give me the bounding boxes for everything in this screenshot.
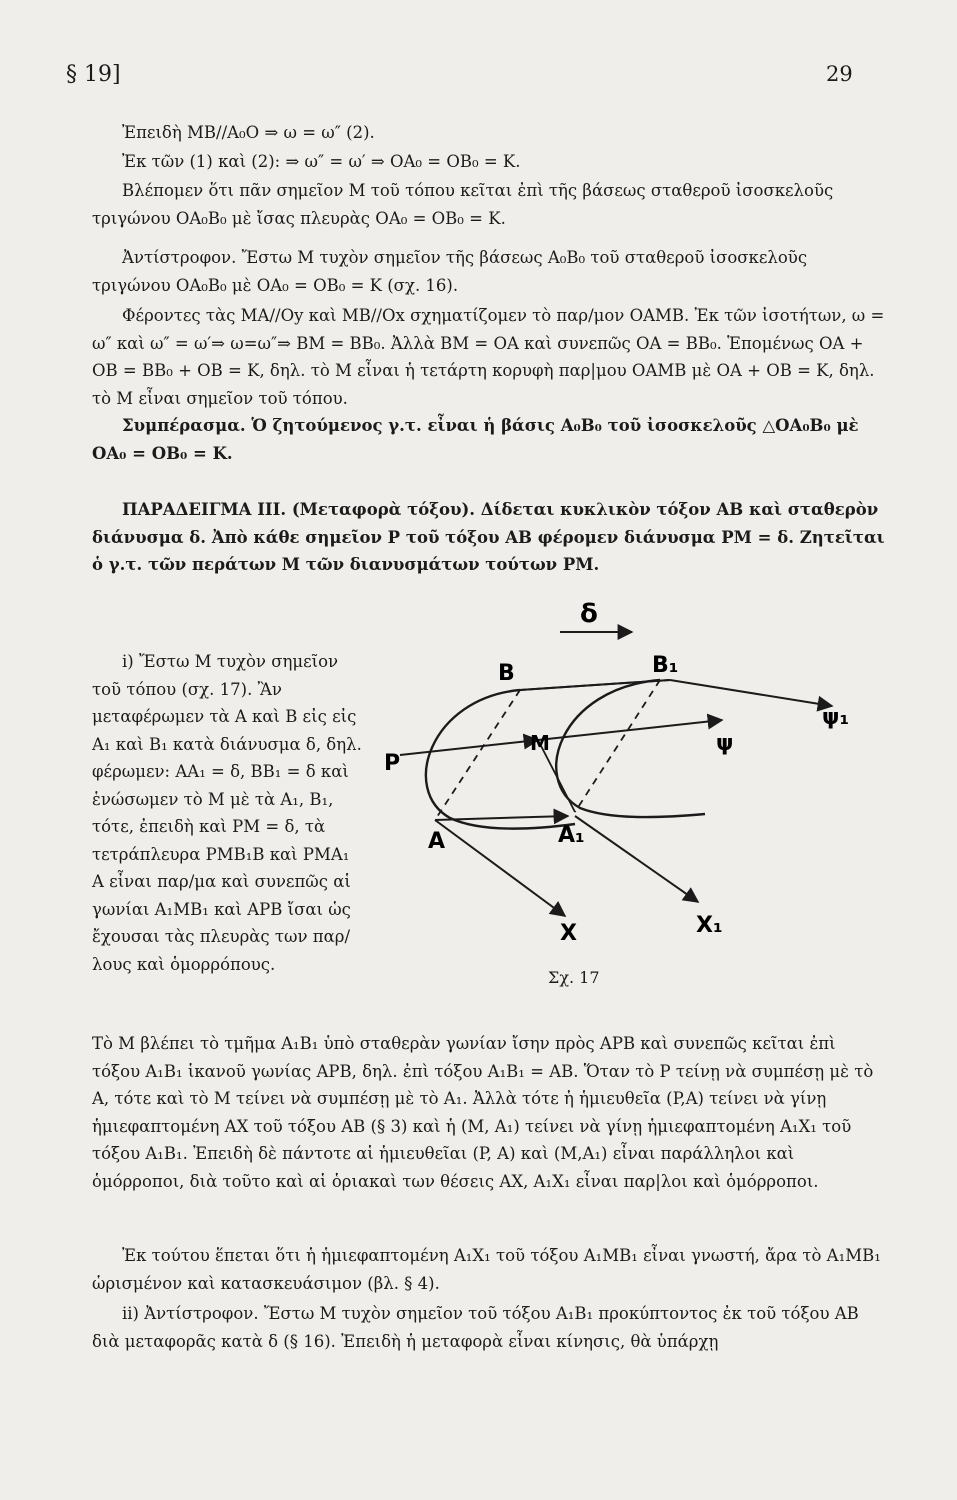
paragraph-converse: Ἀντίστροφον. Ἔστω M τυχὸν σημεῖον τῆς βάσεως A₀B₀ τοῦ σταθεροῦ ἰσοσκελοῦς τριγώνου OA₀B₀ μὲ OA₀ = OB₀ = K (σχ. 16). [92,248,808,295]
vector-PM [400,740,538,755]
vector-AA1 [435,816,568,820]
example-3-heading: ΠΑΡΑΔΕΙΓΜΑ III. (Μεταφορὰ τόξου). Δίδεται κυκλικὸν τόξον AB καὶ σταθερὸν διάνυσμα δ. Ἀπὸ κάθε σημεῖον P τοῦ τόξου AB φέρομεν διάνυσμα PM = δ. Ζητεῖται ὁ γ.τ. τῶν περάτων M τῶν διανυσμάτων τούτων PM. [92,500,885,574]
figure-17 [370,580,890,960]
label-A: A [428,829,446,854]
label-X1: X₁ [696,913,723,938]
ray-B-B1 [520,680,670,690]
label-B1: B₁ [652,653,679,678]
paragraph-conclusion: Συμπέρασμα. Ὁ ζητούμενος γ.τ. εἶναι ἡ βάσις A₀B₀ τοῦ ἰσοσκελοῦς △OA₀B₀ μὲ OA₀ = OB₀ = K. [92,416,859,463]
ray-M-psi [538,720,722,740]
paragraph-parallelogram: Φέροντες τὰς MA//Oy καὶ MB//Ox σχηματίζομεν τὸ παρ/μον OAMB. Ἐκ τῶν ἰσοτήτων, ω = ω″ καὶ ω″ = ω′⇒ ω=ω″⇒ BM = BB₀. Ἀλλὰ BM = OA καὶ συνεπῶς OA = BB₀. Ἑπομένως OA + OB = BB₀ + OB = K, δηλ. τὸ M εἶναι ἡ τετάρτη κορυφὴ παρ|μου OAMB μὲ OA + OB = K, δηλ. τὸ M εἶναι σημεῖον τοῦ τόπου. [92,306,885,408]
ray-A1X1 [575,816,698,902]
text-line-1: Ἐπειδὴ MB//A₀O ⇒ ω = ω″ (2). [122,123,375,142]
label-A1: A₁ [558,823,585,848]
paragraph-locus-arc: Τὸ M βλέπει τὸ τμῆμα A₁B₁ ὑπὸ σταθερὰν γωνίαν ἴσην πρὸς APB καὶ συνεπῶς κεῖται ἐπὶ τόξου A₁B₁ ἱκανοῦ γωνίας APB, δηλ. ἐπὶ τόξου A₁B₁ = AB. Ὅταν τὸ P τείνῃ νὰ συμπέσῃ μὲ τὸ A, τότε καὶ τὸ M τείνει νὰ συμπέσῃ μὲ τὸ A₁. Ἀλλὰ τότε ἡ ἡμιευθεῖα (P,A) τείνει νὰ γίνῃ ἡμιεφαπτομένη AX τοῦ τόξου AB (§ 3) καὶ ἡ (M, A₁) τείνει νὰ γίνῃ ἡμιεφαπτομένη A₁X₁ τοῦ τόξου A₁B₁. Ἐπειδὴ δὲ πάντοτε αἱ ἡμιευθεῖαι (P, A) καὶ (M,A₁) εἶναι παράλληλοι καὶ ὁμόρροποι, διὰ τοῦτο καὶ αἱ ὁριακαὶ των θέσεις AX, A₁X₁ εἶναι παρ|λοι καὶ ὁμόρροποι. [92,1034,874,1191]
arc-A1B1 [556,680,705,817]
label-delta: δ [580,599,598,629]
figure-caption: Σχ. 17 [548,968,600,987]
ray-AX [435,820,565,916]
section-header: § 19] [66,62,121,87]
dashed-BA [435,690,520,820]
label-psi1: ψ₁ [822,705,850,730]
text-line-2: Ἐκ τῶν (1) καὶ (2): ⇒ ω″ = ω′ ⇒ OA₀ = OB₀ = K. [122,152,521,171]
dashed-B1A1 [575,680,660,812]
paragraph-tangent-known: Ἐκ τούτου ἕπεται ὅτι ἡ ἡμιεφαπτομένη A₁X₁ τοῦ τόξου A₁MB₁ εἶναι γνωστή, ἄρα τὸ A₁MB₁ ὡρισμένον καὶ κατασκευάσιμον (βλ. § 4). [92,1246,881,1293]
label-psi: ψ [716,731,734,756]
arc-AB [426,690,575,829]
label-P: P [384,751,401,776]
label-B: B [498,661,515,686]
paragraph-converse-ii: ii) Ἀντίστροφον. Ἔστω M τυχὸν σημεῖον τοῦ τόξου A₁B₁ προκύπτοντος ἐκ τοῦ τόξου AB διὰ μεταφορᾶς κατὰ δ (§ 16). Ἐπειδὴ ἡ μεταφορὰ εἶναι κίνησις, θὰ ὑπάρχῃ [92,1304,859,1351]
paragraph-locus-base: Βλέπομεν ὅτι πᾶν σημεῖον M τοῦ τόπου κεῖται ἐπὶ τῆς βάσεως σταθεροῦ ἰσοσκελοῦς τριγώνου OA₀B₀ μὲ ἴσας πλευρὰς OA₀ = OB₀ = K. [92,181,834,228]
label-M: M [530,731,550,755]
paragraph-proof-i: i) Ἔστω M τυχὸν σημεῖον τοῦ τόπου (σχ. 17). Ἂν μεταφέρωμεν τὰ A καὶ B εἰς εἰς A₁ καὶ B₁ κατὰ διάνυσμα δ, δηλ. φέρωμεν: AA₁ = δ, BB₁ = δ καὶ ἑνώσωμεν τὸ M μὲ τὰ A₁, B₁, τότε, ἐπειδὴ καὶ PM = δ, τὰ τετράπλευρα PMB₁B καὶ PMA₁ A εἶναι παρ/μα καὶ συνεπῶς αἱ γωνίαι A₁MB₁ καὶ APB ἴσαι ὡς ἔχουσαι τὰς πλευρὰς των παρ/λους καὶ ὁμορρόπους. [92,652,362,974]
label-X: X [560,921,577,946]
page-number: 29 [826,62,853,86]
ray-B1-psi1 [670,680,832,706]
